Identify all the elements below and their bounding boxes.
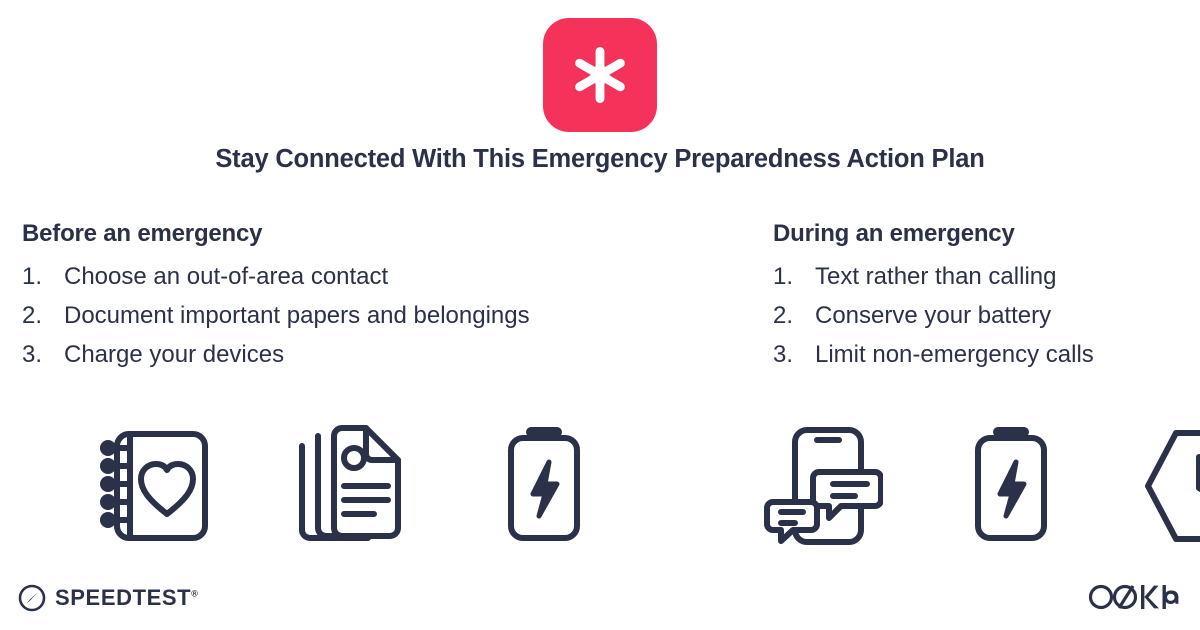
- list-item: Text rather than calling: [815, 263, 1057, 290]
- list-item: Document important papers and belongings: [64, 302, 530, 329]
- speedtest-badge: [543, 18, 657, 132]
- list-during-emergency: [773, 257, 1200, 374]
- icon-cell: [943, 418, 1079, 554]
- icon-cell: [1131, 418, 1200, 554]
- icon-cell: [476, 418, 612, 554]
- icon-row-before: [88, 418, 612, 554]
- ookla-logo: [1088, 584, 1180, 610]
- list-item: Conserve your battery: [815, 302, 1052, 329]
- speedtest-wordmark: [55, 585, 198, 611]
- column-before-emergency: [22, 220, 742, 374]
- speedtest-label: SPEEDTEST: [55, 585, 192, 610]
- speedtest-logo: [18, 584, 198, 612]
- hexagon-clock-icon: [1138, 425, 1200, 547]
- icon-cell: [755, 418, 891, 554]
- logo-badge-container: [0, 18, 1200, 132]
- column-heading-during: During an emergency: [773, 220, 1015, 247]
- notebook-heart-icon: [96, 424, 216, 548]
- list-item: Charge your devices: [64, 341, 285, 368]
- column-during-emergency: [773, 220, 1200, 374]
- column-heading-before: Before an emergency: [22, 220, 263, 247]
- ookla-wordmark-icon: [1088, 584, 1180, 610]
- ookla-asterisk-icon: [569, 44, 631, 106]
- icon-row-during: [755, 418, 1200, 554]
- documents-stack-icon: [292, 424, 408, 548]
- list-item: Limit non-emergency calls: [815, 341, 1094, 368]
- icon-cell: [282, 418, 418, 554]
- page-title: Stay Connected With This Emergency Preparedness Action Plan: [215, 145, 985, 173]
- trademark-symbol: ®: [191, 588, 199, 599]
- list-item: Choose an out-of-area contact: [64, 263, 389, 290]
- phone-message-icon: [763, 424, 883, 548]
- list-before-emergency: [22, 257, 742, 374]
- speedtest-gauge-icon: [18, 584, 46, 612]
- icon-cell: [88, 418, 224, 554]
- battery-charge-icon: [503, 424, 585, 548]
- battery-charge-icon: [970, 424, 1052, 548]
